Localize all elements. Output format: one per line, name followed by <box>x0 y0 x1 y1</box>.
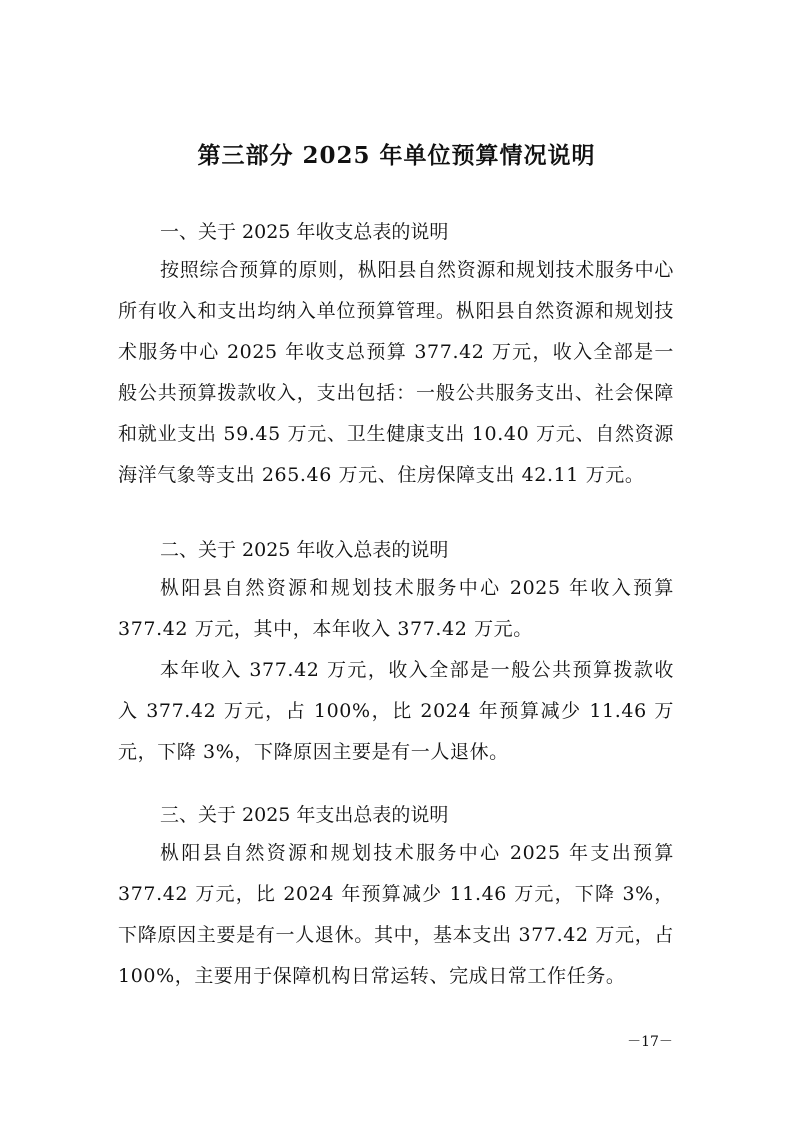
section-3-paragraph-1: 枞阳县自然资源和规划技术服务中心 2025 年支出预算 377.42 万元，比 2024 年预算减少 11.46 万元，下降 3%，下降原因主要是有一人退休。其中，基本支出 377.42 万元，占 100%，主要用于保障机构日常运转、完成日常工作任务。 <box>118 842 674 987</box>
section-1-paragraph-1: 按照综合预算的原则，枞阳县自然资源和规划技术服务中心所有收入和支出均纳入单位预算管理。枞阳县自然资源和规划技术服务中心 2025 年收支总预算 377.42 万元，收入全部是一般公共预算拨款收入，支出包括：一般公共服务支出、社会保障和就业支出 59.45 万元、卫生健康支出 10.40 万元、自然资源海洋气象等支出 265.46 万元、住房保障支出 42.11 万元。 <box>118 259 674 486</box>
page-number: －17－ <box>627 1034 673 1050</box>
page-title: 第三部分 2025 年单位预算情况说明 <box>197 142 596 169</box>
section-heading-2: 二、关于 2025 年收入总表的说明 <box>160 539 449 561</box>
section-2-paragraph-1: 枞阳县自然资源和规划技术服务中心 2025 年收入预算 377.42 万元，其中，本年收入 377.42 万元。 <box>118 577 674 640</box>
section-heading-3: 三、关于 2025 年支出总表的说明 <box>160 804 449 826</box>
section-heading-1: 一、关于 2025 年收支总表的说明 <box>160 221 449 243</box>
section-2-paragraph-2: 本年收入 377.42 万元，收入全部是一般公共预算拨款收入 377.42 万元，占 100%，比 2024 年预算减少 11.46 万元，下降 3%，下降原因主要是有一人退休。 <box>118 659 674 763</box>
